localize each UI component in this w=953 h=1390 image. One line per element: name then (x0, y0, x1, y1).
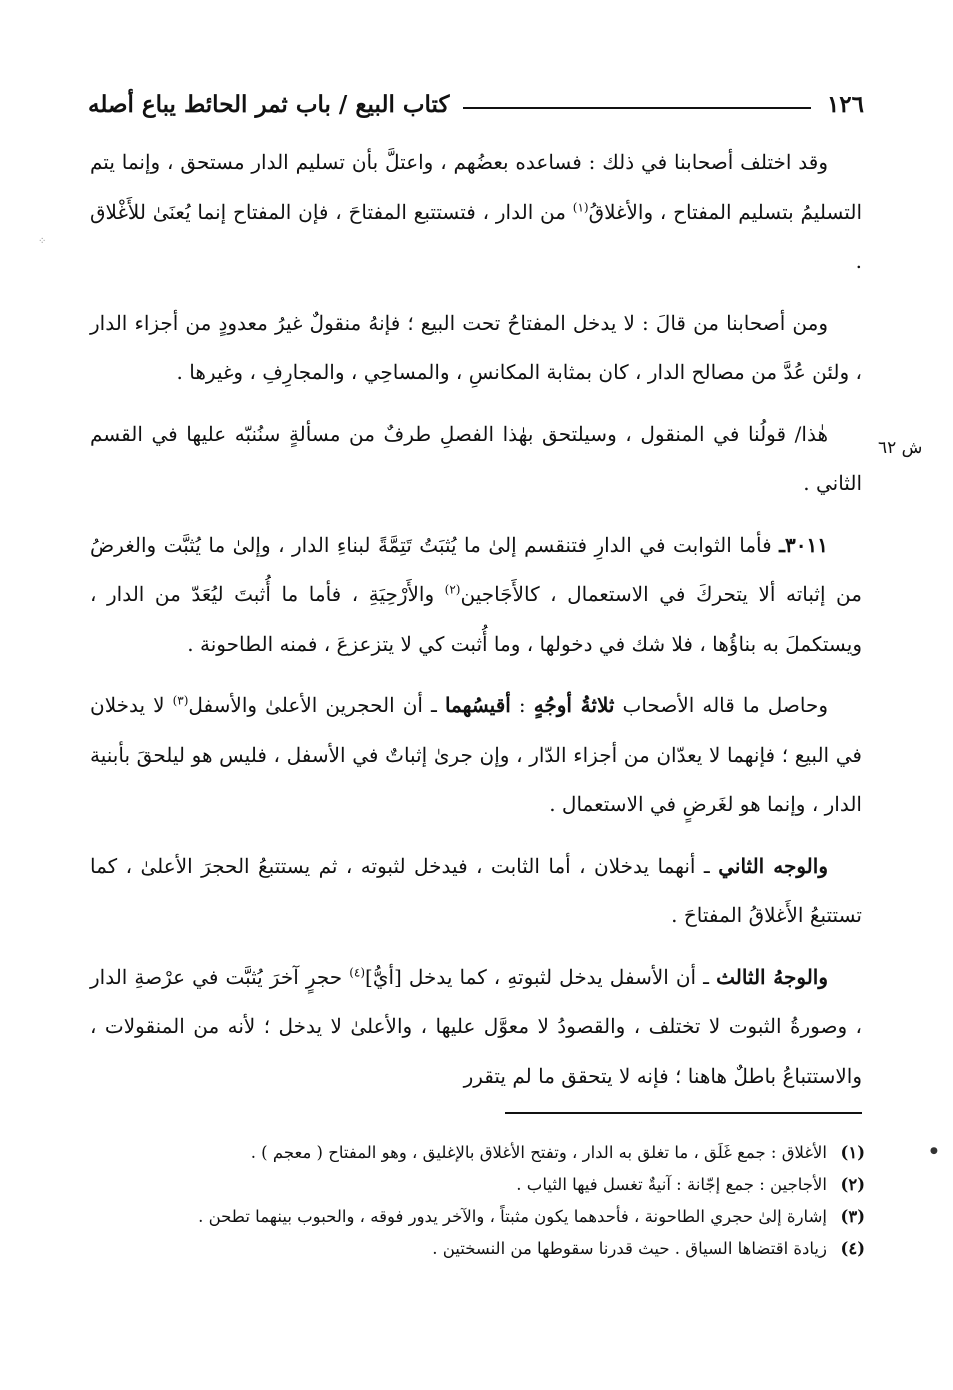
paragraph-1-tail: من الدار ، فتستتبع المفتاحَ ، فإن المفتاح إنما يُعنَىٰ للأَغْلاق . (90, 199, 862, 273)
paragraph-3 (90, 410, 862, 509)
paragraph-4-tail: والأَرْحِيَةِ ، فأما ما أُثبتَ ليُعَدّ من الدار ، ويستكملَ به بناؤُها ، فلا شك في دخولها ، وما أُثبت كي لا يتزعزعَ ، فمنه الطاحونة . (90, 582, 862, 656)
scan-speck: ● (930, 1146, 938, 1156)
running-header (88, 84, 864, 124)
paragraph-7-text: ـ أن الأسفل يدخل لثبوتهِ ، كما يدخل [أيُّ] (365, 964, 717, 989)
footnote-separator (505, 1112, 862, 1114)
header-title: كتاب البيع / باب ثمر الحائط يباع أصله (88, 90, 450, 118)
paragraph-5-bold-1: ثلاثةُ أوجُهٍ (533, 693, 615, 717)
footnotes (95, 1138, 865, 1266)
paragraph-5-lead: وحاصل ما قاله الأصحاب (614, 693, 828, 717)
main-text (90, 138, 862, 1113)
paragraph-1 (90, 138, 862, 287)
paragraph-5-colon: : (510, 693, 534, 717)
page-number: ١٢٦ (826, 90, 864, 118)
paragraph-6 (90, 842, 862, 941)
footnote-3 (95, 1202, 865, 1232)
paragraph-2 (90, 299, 862, 398)
footnote-ref-1: (١) (572, 199, 589, 214)
footnote-number: (١) (840, 1143, 865, 1162)
paragraph-2-text: ومن أصحابنا من قالَ : لا يدخل المفتاحُ تحت البيع ؛ فإنهُ منقولٌ غيرُ معدودٍ من أجزاء الدار ، ولئن عُدَّ من مصالح الدار ، كان بمثابة المكانسِ ، والمساحِي ، والمجارِفِ ، وغيرها . (90, 310, 862, 384)
paragraph-7-tail: حجرٍ آخرَ يُثبَّت في عرْصةِ الدار ، وصورةُ الثبوت لا تختلف ، والقصودُ لا معوَّل عليها ، والأعلىٰ لا يدخل ؛ لأنه من المنقولات ، والاستتباعُ باطلٌ هاهنا ؛ فإنه لا يتحقق ما لم يتقرر (90, 964, 862, 1088)
footnote-ref-3: (٣) (172, 693, 189, 708)
footnote-text: إشارة إلىٰ حجري الطاحونة ، فأحدهما يكون مثبتاً ، والآخر يدور فوقه ، والحبوب بينهما تطحن . (198, 1207, 827, 1226)
margin-note: ش ٦٢ (878, 438, 923, 458)
paragraph-7-heading: والوجهُ الثالث (716, 964, 829, 989)
header-rule (463, 107, 811, 109)
paragraph-1-text: وقد اختلف أصحابنا في ذلك : فساعده بعضُهم ، واعتلَّ بأن تسليم الدار مستحق ، وإنما يتم التسليمُ بتسليم المفتاح ، والأغلاقُ (90, 150, 862, 224)
paragraph-5-bold-2: أقيسُهما (444, 693, 511, 717)
footnote-text: الأجاجين : جمع إجّانة : آنيةٌ تغسل فيها الثياب . (516, 1175, 827, 1194)
footnote-number: (٣) (840, 1207, 865, 1226)
footnote-1 (95, 1138, 865, 1168)
footnote-number: (٢) (840, 1175, 865, 1194)
footnote-text: زيادة اقتضاها السياق . حيث قدرنا سقوطها من النسختين . (432, 1239, 827, 1258)
paragraph-5-text: ـ أن الحجرين الأعلىٰ والأسفل (188, 693, 445, 717)
paragraph-6-heading: والوجه الثاني (718, 853, 828, 878)
paragraph-7 (90, 953, 862, 1102)
paragraph-4 (90, 521, 862, 670)
paragraph-4-text: فأما الثوابت في الدارِ فتنقسم إلىٰ ما يُثبَتُ تَتِمَّةً لبناءِ الدار ، وإلىٰ ما يُثبَّت والغرضُ من إثباته ألا يتحركَ في الاستعمال ، كالأَجَاجين (90, 532, 862, 606)
section-number: ٣٠١١ـ (779, 532, 828, 557)
footnote-text: الأغلاق : جمع غَلَق ، ما تغلق به الدار ، وتفتح الأغلاق بالإغليق ، وهو المفتاح ( معجم ) . (250, 1143, 827, 1162)
scan-speck: ⁘ (38, 236, 47, 247)
footnote-4 (95, 1234, 865, 1264)
footnote-ref-2: (٢) (444, 582, 461, 597)
paragraph-6-text: ـ أنهما يدخلان ، أما الثابت ، فيدخل لثبوته ، ثم يستتبعُ الحجرَ الأعلىٰ ، كما تستتبعُ الأَغلاقُ المفتاحَ . (90, 853, 862, 927)
footnote-ref-4: (٤) (349, 964, 366, 979)
paragraph-5 (90, 681, 862, 830)
paragraph-5-tail: لا يدخلان في البيع ؛ فإنهما لا يعدّان من أجزاء الدّار ، وإن جرىٰ إثباتٌ في الأسفل ، فليس هو ليلحقَ بأبنية الدار ، وإنما هو لغَرضٍ في الاستعمال . (90, 693, 862, 816)
footnote-2 (95, 1170, 865, 1200)
paragraph-3-text: هٰذا/ قولُنا في المنقول ، وسيلتحق بهٰذا الفصلِ طرفٌ من مسألةٍ سنُنبّه عليها في القسم الثاني . (90, 421, 862, 495)
footnote-number: (٤) (840, 1239, 865, 1258)
